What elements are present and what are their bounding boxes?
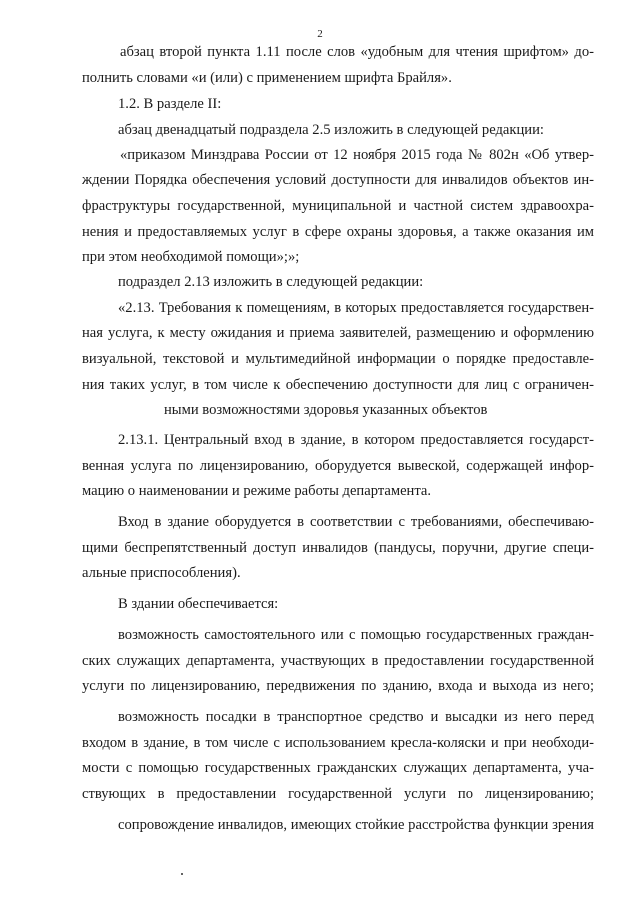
paragraph-line: «приказом Минздрава России от 12 ноября 2015 года № 802н «Об утвер- xyxy=(120,147,594,163)
paragraph-line: входом в здание, в том числе с использованием кресла-коляски и при необходи- xyxy=(82,735,594,751)
paragraph-line: ными возможностями здоровья указанных объектов xyxy=(164,402,488,418)
scan-speck xyxy=(181,873,183,875)
paragraph-line: ждении Порядка обеспечения условий доступности для инвалидов объектов ин- xyxy=(82,172,594,188)
paragraph-line: подраздел 2.13 изложить в следующей редакции: xyxy=(118,274,424,290)
paragraph-line: нения и предоставляемых услуг в сфере охраны здоровья, а также оказания им xyxy=(82,224,594,240)
paragraph-line: абзац двенадцатый подраздела 2.5 изложить в следующей редакции: xyxy=(118,122,544,138)
paragraph-line: Вход в здание оборудуется в соответствии с требованиями, обеспечиваю- xyxy=(118,514,594,530)
paragraph-line: «2.13. Требования к помещениям, в которых предоставляется государствен- xyxy=(118,300,594,316)
page-number: 2 xyxy=(317,28,323,40)
paragraph-line: абзац второй пункта 1.11 после слов «удобным для чтения шрифтом» до- xyxy=(120,44,594,60)
paragraph-line: при этом необходимой помощи»;»; xyxy=(82,249,300,265)
paragraph-line: сопровождение инвалидов, имеющих стойкие расстройства функции зрения xyxy=(118,817,594,833)
paragraph-line: фраструктуры государственной, муниципальной и частной систем здравоохра- xyxy=(82,198,594,214)
paragraph-line: возможность посадки в транспортное средство и высадки из него перед xyxy=(118,709,594,725)
paragraph-line: В здании обеспечивается: xyxy=(118,596,279,612)
paragraph-line: ских служащих департамента, участвующих в предоставлении государственной xyxy=(82,653,594,669)
paragraph-line: ния таких услуг, в том числе к обеспечению доступности для лиц с ограничен- xyxy=(82,377,594,393)
paragraph-line: полнить словами «и (или) с применением шрифта Брайля». xyxy=(82,70,452,86)
paragraph-line: альные приспособления). xyxy=(82,565,241,581)
paragraph-line: щими беспрепятственный доступ инвалидов (пандусы, поручни, другие специ- xyxy=(82,540,594,556)
paragraph-line: 1.2. В разделе II: xyxy=(118,96,222,112)
paragraph-line: мацию о наименовании и режиме работы департамента. xyxy=(82,483,432,499)
paragraph-line: ная услуга, к месту ожидания и приема заявителей, размещению и оформлению xyxy=(82,325,594,341)
paragraph-line: венная услуга по лицензированию, оборудуется вывеской, содержащей инфор- xyxy=(82,458,594,474)
paragraph-line: 2.13.1. Центральный вход в здание, в котором предоставляется государст- xyxy=(118,432,594,448)
paragraph-line: визуальной, текстовой и мультимедийной информации о порядке предоставле- xyxy=(82,351,594,367)
paragraph-line: услуги по лицензированию, передвижения по зданию, входа и выхода из него; xyxy=(82,678,594,694)
paragraph-line: ствующих в предоставлении государственной услуги по лицензированию; xyxy=(82,786,594,802)
paragraph-line: мости с помощью государственных гражданских служащих департамента, уча- xyxy=(82,760,594,776)
paragraph-line: возможность самостоятельного или с помощью государственных граждан- xyxy=(118,627,594,643)
